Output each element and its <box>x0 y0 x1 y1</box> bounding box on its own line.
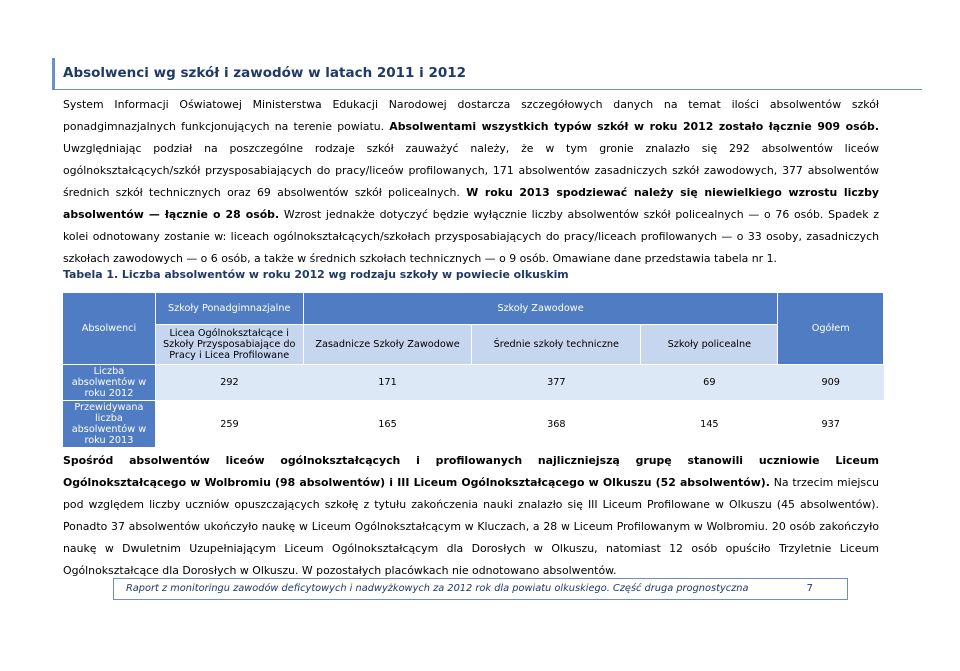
cell-value: 937 <box>778 401 884 448</box>
intro-paragraph <box>63 94 879 270</box>
col-header-zasadnicze: Zasadnicze Szkoły Zawodowe <box>303 325 472 365</box>
cell-value: 292 <box>155 365 303 401</box>
closing-paragraph <box>63 450 879 582</box>
table-caption: Tabela 1. Liczba absolwentów w roku 2012 wg rodzaju szkoły w powiecie olkuskim <box>63 268 569 281</box>
intro-sentence-2: Absolwentami wszystkich typów szkół w roku 2012 zostało łącznie 909 osób. <box>389 120 879 133</box>
row-label-2012: Liczba absolwentów w roku 2012 <box>63 365 156 401</box>
table-corner: Absolwenci <box>63 293 156 365</box>
group-header-zawodowe: Szkoły Zawodowe <box>303 293 778 325</box>
section-heading-box <box>52 58 922 90</box>
total-header: Ogółem <box>778 293 884 365</box>
table-row <box>63 401 884 448</box>
closing-sentence-1: Spośród absolwentów liceów ogólnokształcących i profilowanych najliczniejszą grupę stanowili uczniowie Liceum Ogólnokształcącego w Wolbromiu (98 absolwentów) i III Liceum Ogólnokształcącego w Olkuszu (52 absolwentów). <box>63 454 879 489</box>
cell-value: 368 <box>472 401 641 448</box>
cell-value: 69 <box>641 365 778 401</box>
cell-value: 165 <box>303 401 472 448</box>
cell-value: 145 <box>641 401 778 448</box>
col-header-licea: Licea Ogólnokształcące i Szkoły Przysposabiające do Pracy i Licea Profilowane <box>155 325 303 365</box>
intro-sentence-3: Uwzględniając podział na poszczególne rodzaje szkół zauważyć należy, że w tym gronie znalazło się 292 absolwentów liceów ogólnokształcących/szkół przysposabiających do pracy/liceów profilowanych, 171 absolwentów zasadniczych szkół zawodowych, 377 absolwentów średnich szkół technicznych oraz 69 absolwentów szkół policealnych. <box>63 142 879 199</box>
intro-sentence-5: Wzrost jednakże dotyczyć będzie wyłącznie liczby absolwentów szkół policealnych — o 76 osób. Spadek z kolei odnotowany zostanie w: liceach ogólnokształcących/szkołach przysposabiających do pracy/liceach profilowanych — o 33 osoby, zasadniczych szkołach zawodowych — o 6 osób, a także w średnich szkołach technicznych — o 9 osób. Omawiane dane przedstawia tabela nr 1. <box>63 208 879 265</box>
col-header-srednie-techniczne: Średnie szkoły techniczne <box>472 325 641 365</box>
intro-sentence-4: W roku 2013 spodziewać należy się niewielkiego wzrostu liczby absolwentów — łącznie o 28 osób. <box>63 186 880 221</box>
page-footer <box>113 578 848 600</box>
graduates-table <box>62 292 884 448</box>
cell-value: 377 <box>472 365 641 401</box>
row-label-2013: Przewidywana liczba absolwentów w roku 2013 <box>63 401 156 448</box>
table-row <box>63 365 884 401</box>
footer-text: Raport z monitoringu zawodów deficytowych i nadwyżkowych za 2012 rok dla powiatu olkuskiego. Część druga prognostyczna <box>126 583 749 594</box>
closing-sentence-2: Na trzecim miejscu pod względem liczby uczniów opuszczających szkołę z tytułu zakończenia nauki znalazło się III Liceum Profilowane w Olkuszu (45 absolwentów). Ponadto 37 absolwentów ukończyło naukę w Liceum Ogólnokształcącym w Kluczach, a 28 w Liceum Profilowanym w Wolbromiu. 20 osób zakończyło naukę w Dwuletnim Uzupełniającym Liceum Ogólnokształcącym dla Dorosłych w Olkuszu, natomiast 12 osób opuściło Trzyletnie Liceum Ogólnokształcące dla Dorosłych w Olkuszu. W pozostałych placówkach nie odnotowano absolwentów. <box>63 476 879 577</box>
col-header-policealne: Szkoły policealne <box>641 325 778 365</box>
intro-sentence-1: System Informacji Oświatowej Ministerstwa Edukacji Narodowej dostarcza szczegółowych danych na temat ilości absolwentów szkół ponadgimnazjalnych funkcjonujących na terenie powiatu. <box>63 98 879 133</box>
cell-value: 909 <box>778 365 884 401</box>
page-number: 7 <box>806 583 813 594</box>
group-header-ponadgimnazjalne: Szkoły Ponadgimnazjalne <box>155 293 303 325</box>
section-heading: Absolwenci wg szkół i zawodów w latach 2011 i 2012 <box>63 65 467 81</box>
cell-value: 171 <box>303 365 472 401</box>
cell-value: 259 <box>155 401 303 448</box>
